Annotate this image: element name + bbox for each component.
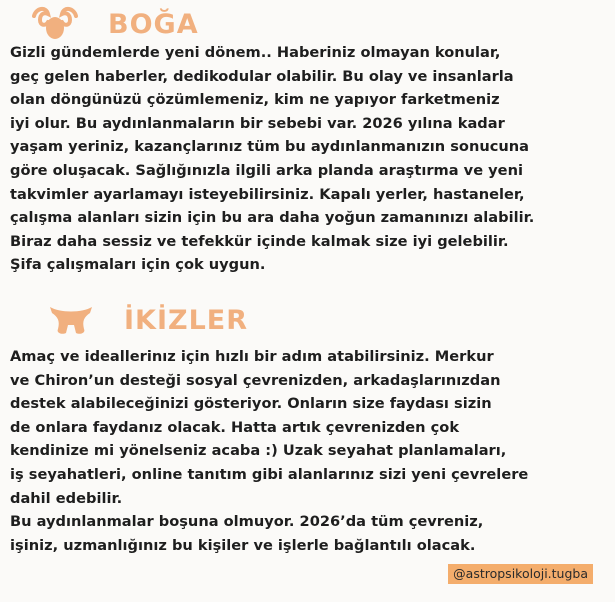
gemini-title: İKİZLER (124, 304, 249, 336)
gemini-twins-icon (48, 303, 94, 337)
taurus-text: Gizli gündemlerde yeni dönem.. Haberiniz olmayan konular, geç gelen haberler, dedikodular olabilir. Bu olay ve insanlarla olan döngünüzü çözümlemeniz, kim ne yapıyor farketmeniz iyi olur. Bu aydınlanmaların bir sebebi var. 2026 yılına kadar yaşam yeriniz, kazançlarınız tüm bu aydınlanmanızın sonucuna göre oluşacak. Sağlığınızla ilgili arka planda araştırma ve yeni takvimler ayarlamayı isteyebilirsiniz. Kapalı yerler, hastaneler, çalışma alanları sizin için bu ara daha yoğun zamanınızı alabilir. Biraz daha sessiz ve tefekkür içinde kalmak size iyi gelebilir. Şifa çalışmaları için çok uygun. (10, 44, 535, 274)
taurus-header (30, 6, 199, 42)
gemini-header (48, 303, 248, 337)
gemini-text: Amaç ve ideallerinız için hızlı bir adım atabilirsiniz. Merkur ve Chiron’un desteği sosyal çevrenizden, arkadaşlarınızdan destek alabileceğinizi gösteriyor. Onların size faydası sizin de onlara faydanız olacak. Hatta artık çevrenizden çok kendinize mi yönelseniz acaba :) Uzak seyahat planlamaları, iş seyahatleri, online tanıtım gibi alanlarınız sizi yeni çevrelere dahil edebilir. Bu aydınlanmalar boşuna olmuyor. 2026’da tüm çevreniz, işiniz, uzmanlığınız bu kişiler ve işlerle bağlantılı olacak. (10, 348, 529, 554)
instagram-handle[interactable]: @astropsikoloji.tugba (448, 564, 593, 584)
taurus-bull-icon (30, 6, 80, 42)
taurus-title: BOĞA (108, 8, 199, 40)
